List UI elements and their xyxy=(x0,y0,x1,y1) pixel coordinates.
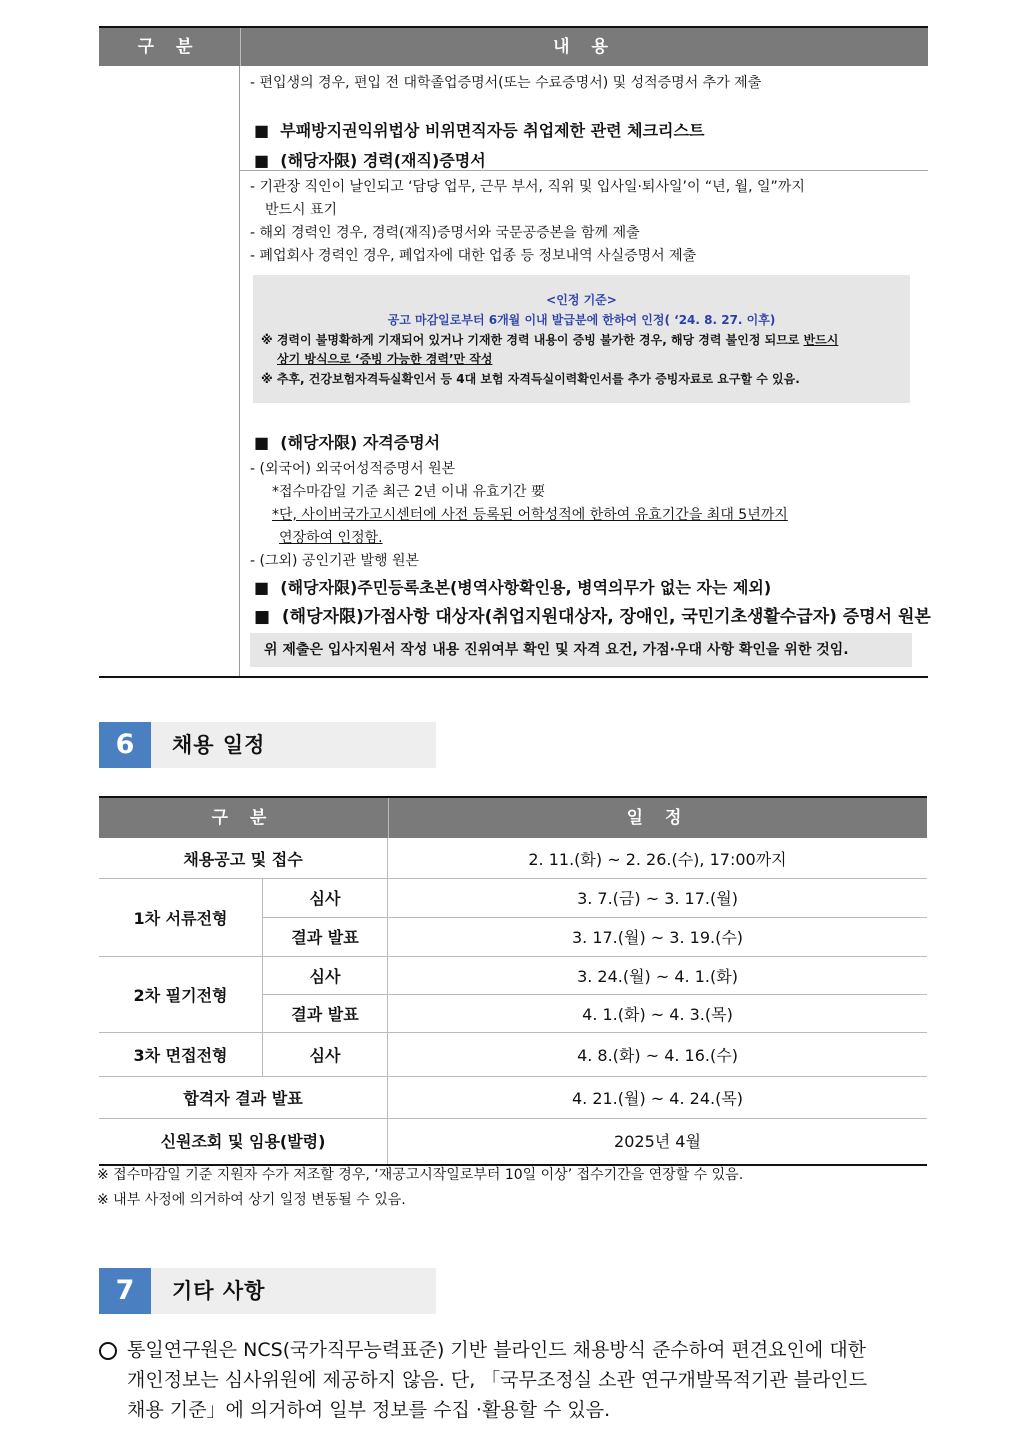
criteria-note-2: ※ 추후, 건강보험자격득실확인서 등 4대 보험 자격득실이력확인서를 추가 증빙자료로 요구할 수 있음. xyxy=(261,372,800,386)
criteria-title: <인정 기준> xyxy=(546,293,617,307)
stage2-review-date: 3. 24.(월) ~ 4. 1.(화) xyxy=(577,966,738,986)
qualification-cert-heading-text: (해당자限) 자격증명서 xyxy=(280,433,441,452)
stage2-result: 결과 발표 xyxy=(291,1004,359,1024)
schedule-header-category: 구 분 xyxy=(211,808,275,828)
circle-bullet-icon xyxy=(99,1342,117,1360)
header-category: 구 분 xyxy=(137,37,201,57)
resident-register-heading-text: (해당자限)주민등록초본(병역사항확인용, 병역의무가 없는 자는 제외) xyxy=(280,578,772,597)
stage3-label: 3차 면접전형 xyxy=(133,1045,228,1065)
career-line-2: - 해외 경력인 경우, 경력(재직)증명서와 국문공증본을 함께 제출 xyxy=(250,225,640,241)
stage1-result-date: 3. 17.(월) ~ 3. 19.(수) xyxy=(571,928,744,947)
stage1-result: 결과 발표 xyxy=(291,928,359,947)
final-result-label: 합격자 결과 발표 xyxy=(183,1088,303,1108)
criteria-line-1: 공고 마감일로부터 6개월 이내 발급분에 한하여 인정( ‘24. 8. 27. 이후) xyxy=(387,313,776,327)
career-cert-heading: ■ (해당자限) 경력(재직)증명서 xyxy=(254,151,486,170)
purpose-note-box: 위 제출은 입사지원서 작성 내용 진위여부 확인 및 자격 요건, 가점·우대 사항 확인을 위한 것임. xyxy=(250,633,912,667)
orientation-date: 2025년 4월 xyxy=(614,1131,701,1151)
cert-line-3: *단, 사이버국가고시센터에 사전 등록된 어학성적에 한하여 유효기간을 최대 5년까지 xyxy=(272,507,788,523)
notice-date: 2. 11.(화) ~ 2. 26.(수), 17:00까지 xyxy=(528,849,787,869)
career-line-1b: 반드시 표기 xyxy=(265,202,338,218)
section-6-header xyxy=(99,722,436,768)
schedule-note-1: ※ 접수마감일 기준 지원자 수가 저조할 경우, ‘재공고시작일로부터 10일 이상’ 접수기간을 연장할 수 있음. xyxy=(97,1167,744,1183)
transfer-student-line: - 편입생의 경우, 편입 전 대학졸업증명서(또는 수료증명서) 및 성적증명서 추가 제출 xyxy=(250,75,762,91)
etc-line-2: 개인정보는 심사위원에 제공하지 않음. 단, 「국무조정실 소관 연구개발목적기관 블라인드 xyxy=(127,1369,868,1391)
checklist-heading: ■ 부패방지권익위법상 비위면직자등 취업제한 관련 체크리스트 xyxy=(254,121,705,140)
stage1-review-date: 3. 7.(금) ~ 3. 17.(월) xyxy=(577,889,738,908)
stage2-review: 심사 xyxy=(309,966,341,986)
criteria-note-1a: ※ 경력이 불명확하게 기재되어 있거나 기재한 경력 내용이 증빙 불가한 경우, 해당 경력 불인정 되므로 xyxy=(261,333,804,347)
requirements-table xyxy=(99,26,931,678)
bonus-points-heading-text: (해당자限)가점사항 대상자(취업지원대상자, 장애인, 국민기초생활수급자) 증명서 원본 xyxy=(281,607,931,627)
stage2-label: 2차 필기전형 xyxy=(133,985,228,1005)
qualification-cert-heading: ■ (해당자限) 자격증명서 xyxy=(254,433,441,452)
stage3-review-date: 4. 8.(화) ~ 4. 16.(수) xyxy=(577,1045,738,1065)
career-cert-heading-text: (해당자限) 경력(재직)증명서 xyxy=(280,151,486,170)
etc-line-1: 통일연구원은 NCS(국가직무능력표준) 기반 블라인드 채용방식 준수하여 편견요인에 대한 xyxy=(127,1339,867,1361)
bonus-points-heading: ■ (해당자限)가점사항 대상자(취업지원대상자, 장애인, 국민기초생활수급자) 증명서 원본 xyxy=(254,607,931,627)
orientation-label: 신원조회 및 임용(발령) xyxy=(160,1131,326,1151)
cert-line-2: *접수마감일 기준 최근 2년 이내 유효기간 要 xyxy=(272,484,545,500)
career-line-3: - 폐업회사 경력인 경우, 폐업자에 대한 업종 등 정보내역 사실증명서 제출 xyxy=(250,248,697,264)
cert-line-4: - (그외) 공인기관 발행 원본 xyxy=(250,553,420,569)
criteria-note-1c: 상기 방식으로 ‘증빙 가능한 경력’만 작성 xyxy=(277,352,493,366)
stage3-review: 심사 xyxy=(309,1045,341,1065)
section-7-number: 7 xyxy=(99,1268,151,1314)
section-6-title: 채용 일정 xyxy=(172,733,266,757)
final-result-date: 4. 21.(월) ~ 4. 24.(목) xyxy=(571,1088,744,1108)
stage1-label: 1차 서류전형 xyxy=(133,908,228,928)
schedule-note-2: ※ 내부 사정에 의거하여 상기 일정 변동될 수 있음. xyxy=(97,1192,406,1208)
criteria-note-1b: 반드시 xyxy=(803,333,839,347)
schedule-header-dates: 일 정 xyxy=(388,798,927,838)
schedule-table xyxy=(99,796,927,1166)
requirements-table-header xyxy=(99,28,928,66)
career-line-1: - 기관장 직인이 날인되고 ‘담당 업무, 근무 부서, 직위 및 입사일·퇴사일’이 “년, 월, 일”까지 xyxy=(250,179,805,195)
criteria-note-1 xyxy=(261,331,838,348)
stage1-review: 심사 xyxy=(309,889,341,908)
stage2-result-date: 4. 1.(화) ~ 4. 3.(목) xyxy=(582,1004,733,1024)
header-content: 내 용 xyxy=(240,28,928,66)
column-divider xyxy=(239,66,240,676)
schedule-table-header xyxy=(99,798,927,838)
section-6-number: 6 xyxy=(99,722,151,768)
cert-line-1: - (외국어) 외국어성적증명서 원본 xyxy=(250,461,456,477)
notice-label: 채용공고 및 접수 xyxy=(183,849,303,869)
etc-line-3: 채용 기준」에 의거하여 일부 정보를 수집 ·활용할 수 있음. xyxy=(127,1399,611,1421)
section-7-title: 기타 사항 xyxy=(172,1279,266,1303)
resident-register-heading: ■ (해당자限)주민등록초본(병역사항확인용, 병역의무가 없는 자는 제외) xyxy=(254,578,772,597)
checklist-heading-text: 부패방지권익위법상 비위면직자등 취업제한 관련 체크리스트 xyxy=(280,121,705,140)
criteria-box xyxy=(253,275,910,403)
cert-line-3b: 연장하여 인정함. xyxy=(279,530,383,546)
section-7-header xyxy=(99,1268,436,1314)
